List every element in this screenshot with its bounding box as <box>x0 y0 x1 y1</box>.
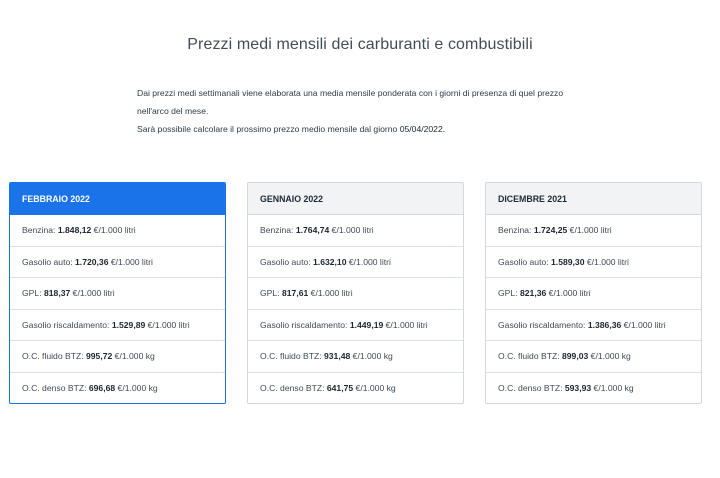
price-label: O.C. denso BTZ: <box>22 382 89 393</box>
price-value: 995,72 <box>86 351 113 362</box>
price-row-gasolio-auto <box>486 247 701 279</box>
price-value: 696,68 <box>88 382 116 393</box>
price-label: O.C. fluido BTZ: <box>260 351 324 362</box>
price-row-oc-fluido-btz <box>486 341 701 373</box>
price-unit: €/1.000 kg <box>350 351 393 362</box>
price-value: 817,61 <box>281 288 309 299</box>
price-label: Benzina: <box>498 225 534 235</box>
price-label: GPL: <box>260 288 282 299</box>
price-row-benzina <box>248 215 463 247</box>
price-value: 899,03 <box>562 351 589 362</box>
price-label: Gasolio riscaldamento: <box>22 319 112 330</box>
month-card-header[interactable]: GENNAIO 2022 <box>248 183 463 215</box>
price-row-gpl <box>248 278 463 310</box>
price-unit: €/1.000 litri <box>383 319 428 330</box>
price-unit: €/1.000 litri <box>70 288 115 299</box>
page-title: Prezzi medi mensili dei carburanti e combustibili <box>187 36 533 53</box>
price-row-benzina <box>486 215 701 247</box>
price-row-oc-fluido-btz <box>10 341 225 373</box>
price-row-gasolio-auto <box>10 247 225 279</box>
month-card-february-2022[interactable] <box>9 182 226 404</box>
price-value: 1.764,74 <box>295 225 330 235</box>
price-row-gasolio-riscaldamento <box>486 310 701 342</box>
price-value: 931,48 <box>324 351 351 362</box>
price-row-oc-denso-btz <box>486 373 701 404</box>
intro-text <box>137 84 577 138</box>
price-row-gpl <box>486 278 701 310</box>
price-row-gasolio-riscaldamento <box>248 310 463 342</box>
price-unit: €/1.000 litri <box>308 288 353 299</box>
price-label: Benzina: <box>260 225 296 235</box>
price-row-gasolio-riscaldamento <box>10 310 225 342</box>
price-row-oc-denso-btz <box>10 373 225 404</box>
price-value: 818,37 <box>43 288 71 299</box>
price-row-gasolio-auto <box>248 247 463 279</box>
price-unit: €/1.000 kg <box>353 382 396 393</box>
price-label: Gasolio riscaldamento: <box>260 319 350 330</box>
month-card-header[interactable]: DICEMBRE 2021 <box>486 183 701 215</box>
price-row-oc-fluido-btz <box>248 341 463 373</box>
price-label: Gasolio auto: <box>260 256 314 267</box>
price-label: O.C. fluido BTZ: <box>498 351 562 362</box>
price-value: 821,36 <box>519 288 547 299</box>
price-label: GPL: <box>498 288 520 299</box>
price-row-benzina <box>10 215 225 247</box>
price-label: Gasolio auto: <box>22 256 76 267</box>
price-unit: €/1.000 litri <box>329 225 374 235</box>
price-value: 1.386,36 <box>587 319 622 330</box>
price-value: 1.632,10 <box>313 256 347 267</box>
price-value: 641,75 <box>326 382 354 393</box>
intro-line-1: Dai prezzi medi settimanali viene elaborata una media mensile ponderata con i giorni di presenza di quel prezzo nell'arco del mese. <box>137 88 564 116</box>
price-label: O.C. denso BTZ: <box>260 382 327 393</box>
price-value: 1.720,36 <box>75 256 109 267</box>
price-value: 1.724,25 <box>533 225 568 235</box>
price-value: 1.848,12 <box>57 225 92 235</box>
price-row-gpl <box>10 278 225 310</box>
price-unit: €/1.000 litri <box>91 225 136 235</box>
price-label: GPL: <box>22 288 44 299</box>
price-unit: €/1.000 kg <box>588 351 631 362</box>
next-calculation-date: 05/04/2022. <box>399 124 446 134</box>
price-value: 1.589,30 <box>551 256 585 267</box>
price-unit: €/1.000 litri <box>546 288 591 299</box>
month-card-january-2022[interactable] <box>247 182 464 404</box>
month-card-december-2021[interactable] <box>485 182 702 404</box>
price-value: 593,93 <box>564 382 592 393</box>
intro-line-2-text: Sarà possibile calcolare il prossimo prezzo medio mensile dal giorno <box>137 124 400 134</box>
price-unit: €/1.000 litri <box>567 225 612 235</box>
price-value: 1.529,89 <box>111 319 146 330</box>
price-label: Benzina: <box>22 225 58 235</box>
price-unit: €/1.000 kg <box>591 382 634 393</box>
price-unit: €/1.000 kg <box>115 382 158 393</box>
price-unit: €/1.000 kg <box>112 351 155 362</box>
price-unit: €/1.000 litri <box>145 319 190 330</box>
price-label: Gasolio riscaldamento: <box>498 319 588 330</box>
price-unit: €/1.000 litri <box>108 256 153 267</box>
price-row-oc-denso-btz <box>248 373 463 404</box>
price-unit: €/1.000 litri <box>346 256 391 267</box>
price-value: 1.449,19 <box>349 319 384 330</box>
price-unit: €/1.000 litri <box>621 319 666 330</box>
month-card-header[interactable]: FEBBRAIO 2022 <box>10 183 225 215</box>
price-label: O.C. denso BTZ: <box>498 382 565 393</box>
price-label: O.C. fluido BTZ: <box>22 351 86 362</box>
price-unit: €/1.000 litri <box>584 256 629 267</box>
price-label: Gasolio auto: <box>498 256 552 267</box>
intro-line-2 <box>137 120 577 138</box>
